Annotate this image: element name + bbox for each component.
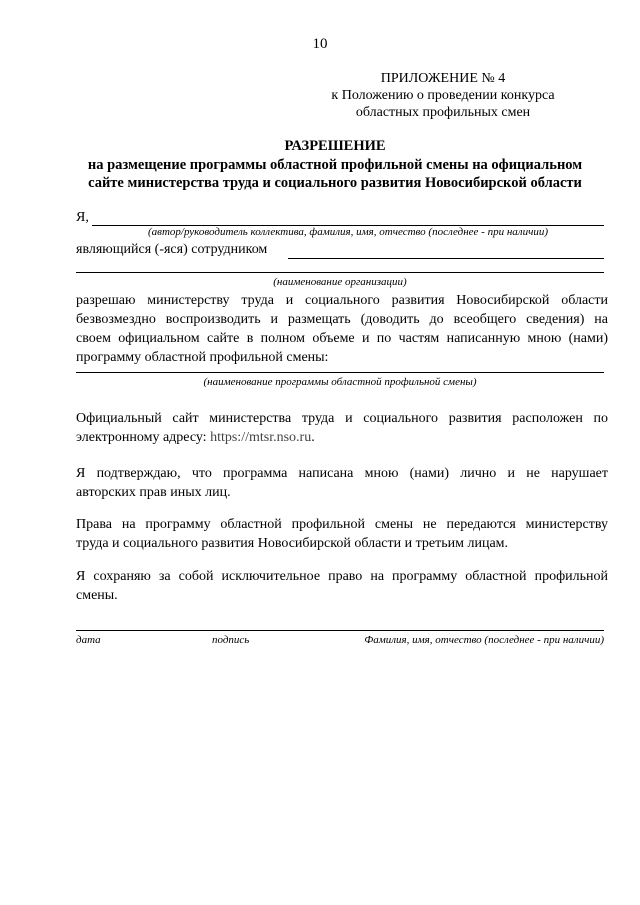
organization-caption: (наименование организации) <box>273 276 407 288</box>
rights-line: труда и социального развития Новосибирской области и третьим лицам. <box>76 536 509 551</box>
permission-line: безвозмездно воспроизводить и размещать (доводить до всеобщего сведения) на <box>76 312 608 327</box>
confirm-line: Я подтверждаю, что программа написана мною (нами) лично и не нарушает <box>76 466 608 481</box>
rights-paragraph <box>76 515 608 553</box>
reserve-line: Я сохраняю за собой исключительное право на программу областной профильной <box>76 569 608 584</box>
organization-input-line[interactable] <box>76 272 604 273</box>
confirm-paragraph <box>76 464 608 502</box>
signature-sign-caption: подпись <box>212 634 250 646</box>
signature-input-line[interactable] <box>76 630 604 631</box>
site-line2-prefix: электронному адресу: <box>76 430 211 445</box>
reserve-paragraph <box>76 567 608 605</box>
program-caption: (наименование программы областной профильной смены) <box>203 376 477 388</box>
i-prefix: Я, <box>76 210 89 225</box>
reserve-line: смены. <box>76 588 118 603</box>
program-input-line[interactable] <box>76 372 604 373</box>
document-subtitle-line2: сайте министерства труда и социального развития Новосибирской области <box>88 175 582 191</box>
document-subtitle-line1: на размещение программы областной профильной смены на официальном <box>87 157 583 173</box>
site-line2 <box>76 428 608 447</box>
appendix-reference-line2: областных профильных смен <box>355 105 531 120</box>
site-url-link[interactable]: https://mtsr.nso.ru <box>210 430 312 445</box>
rights-line: Права на программу областной профильной смены не передаются министерству <box>76 517 608 532</box>
appendix-block <box>318 70 568 121</box>
site-paragraph <box>76 409 608 447</box>
signature-date-caption: дата <box>76 634 101 646</box>
permission-line: разрешаю министерству труда и социального развития Новосибирской области <box>76 293 608 308</box>
author-caption: (автор/руководитель коллектива, фамилия, имя, отчество (последнее - при наличии) <box>148 226 548 238</box>
signature-fio-caption: Фамилия, имя, отчество (последнее - при наличии) <box>364 634 604 646</box>
site-line2-suffix: . <box>311 430 315 445</box>
site-line1: Официальный сайт министерства труда и социального развития расположен по <box>76 411 608 426</box>
permission-paragraph <box>76 291 608 367</box>
document-title: РАЗРЕШЕНИЕ <box>284 138 386 154</box>
appendix-number: ПРИЛОЖЕНИЕ № 4 <box>380 71 506 86</box>
permission-line: своем официальном сайте в полном объеме и по частям написанную мною (нами) <box>76 331 608 346</box>
employee-label: являющийся (-яся) сотрудником <box>76 242 268 257</box>
employee-input-line[interactable] <box>288 258 604 259</box>
permission-line: программу областной профильной смены: <box>76 350 329 365</box>
confirm-line: авторских прав иных лиц. <box>76 485 231 500</box>
page-number: 10 <box>312 36 328 52</box>
appendix-reference-line1: к Положению о проведении конкурса <box>331 88 555 103</box>
